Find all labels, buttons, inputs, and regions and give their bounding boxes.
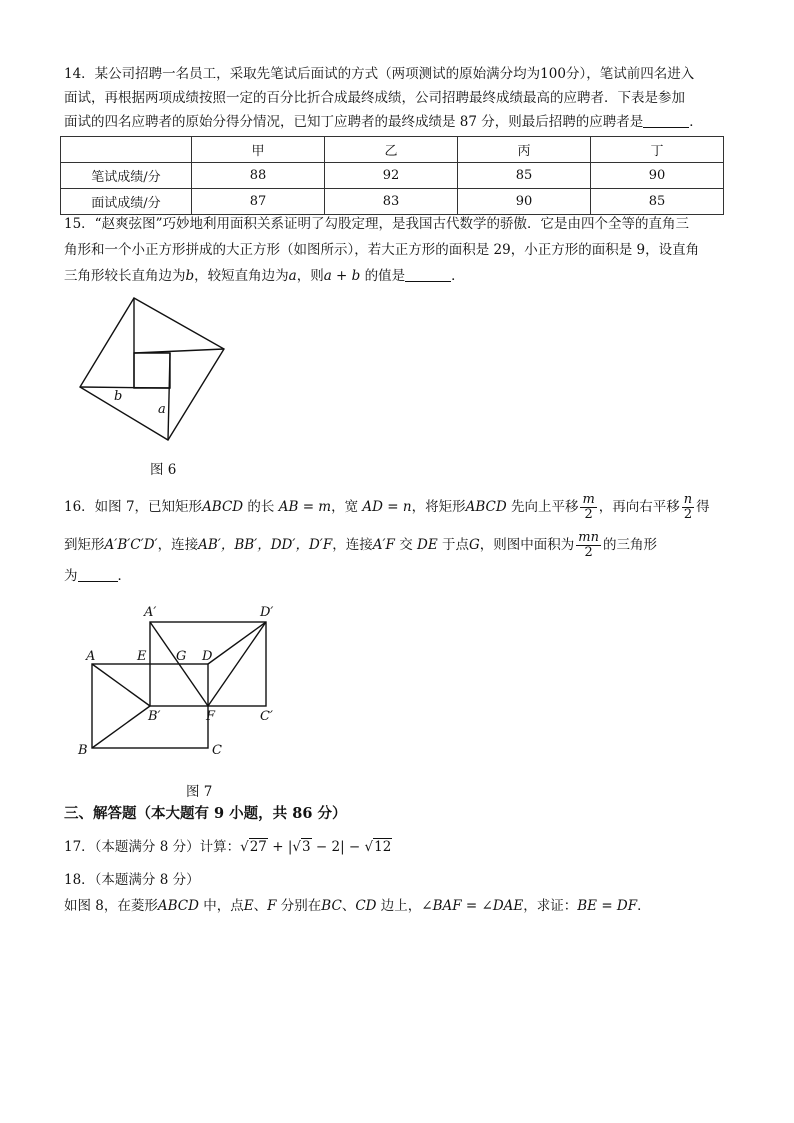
- q16-text: 得: [696, 499, 710, 515]
- expr-ab-m: AB = m: [278, 499, 332, 515]
- answer-blank: [78, 567, 118, 582]
- segment-bb-prime: [92, 706, 150, 748]
- q16-text: ，连接: [157, 537, 199, 553]
- q15-text: ，较短直角边为: [194, 268, 289, 284]
- table-header-cell: 丁: [591, 137, 724, 163]
- triangle-edge: [168, 353, 170, 440]
- q16-text: ，连接: [332, 537, 373, 553]
- q16-text: ，再向右平移: [598, 499, 680, 515]
- expr-a-plus-b: a + b: [323, 268, 361, 284]
- table-cell: 87: [192, 189, 325, 215]
- table-row: [61, 189, 724, 215]
- segment-de: DE: [417, 537, 438, 553]
- side-bc: BC: [321, 898, 342, 914]
- q16-text: 交: [394, 537, 417, 553]
- q18-text: 边上，: [376, 898, 422, 914]
- var-a: a: [288, 268, 297, 284]
- expr-ad-n: AD = n: [362, 499, 412, 515]
- var-b: b: [185, 268, 195, 284]
- abs-close: |: [340, 839, 345, 855]
- q16-text: 为: [64, 568, 78, 584]
- sqrt-sign: √: [364, 839, 374, 855]
- label-f: F: [206, 709, 216, 724]
- zhao-shuang-diagram: [74, 296, 244, 444]
- q16-text: 16．如图 7，已知矩形: [64, 499, 203, 515]
- inner-square: [134, 353, 170, 388]
- outer-square: [80, 298, 224, 440]
- frac-num: n: [683, 492, 693, 507]
- q18-period: ．: [637, 898, 651, 914]
- q18-line-2: [64, 896, 734, 916]
- q17-line: [64, 836, 734, 858]
- label-c-prime: C′: [260, 709, 273, 724]
- sqrt-sign: √: [292, 839, 301, 855]
- rect-abcd: ABCD: [202, 499, 244, 515]
- q16-text: 先向上平移: [506, 499, 579, 515]
- figure-6-caption: 图 6: [150, 462, 177, 478]
- q16-line-3: [64, 566, 734, 586]
- table-cell: 92: [325, 163, 458, 189]
- segment-list: AB′，BB′，DD′，D′F: [198, 537, 333, 553]
- q15-line-2: 角形和一个小正方形拼成的大正方形（如图所示），若大正方形的面积是 29，小正方形的面积是 9，设直角: [64, 242, 700, 258]
- fraction-n-over-2: [682, 493, 694, 522]
- q14-period: ．: [689, 114, 703, 130]
- section-3-heading: 三、解答题（本大题有 9 小题，共 86 分）: [64, 805, 347, 822]
- table-cell: 85: [591, 189, 724, 215]
- triangle-edge: [80, 387, 170, 388]
- q14-line-3: [64, 112, 734, 132]
- score-table: [60, 136, 724, 215]
- q16-text: 到矩形: [64, 537, 105, 553]
- label-d-prime: D′: [260, 605, 274, 620]
- answer-blank: [643, 113, 689, 128]
- label-d: D: [202, 649, 213, 664]
- q15-line-1: 15．“赵爽弦图”巧妙地利用面积关系证明了勾股定理，是我国古代数学的骄傲．它是由四个全等的直角三: [64, 216, 689, 232]
- table-cell: 85: [458, 163, 591, 189]
- q17-text: 17．（本题满分 8 分）计算：: [64, 839, 241, 855]
- q14-line-3-text: 面试的四名应聘者的原始分得分情况，已知丁应聘者的最终成绩是 87 分，则最后招聘的应聘者是: [64, 114, 644, 130]
- table-header-row: [61, 137, 724, 163]
- label-e: E: [137, 649, 147, 664]
- label-b-prime: B′: [148, 709, 161, 724]
- table-header-cell: 丙: [458, 137, 591, 163]
- row-label: 笔试成绩/分: [61, 163, 192, 189]
- label-a-prime: A′: [144, 605, 157, 620]
- table-cell: 83: [325, 189, 458, 215]
- point-f: F: [267, 898, 277, 914]
- table-cell: 90: [591, 163, 724, 189]
- point-e: E: [243, 898, 254, 914]
- q16-text: ，则图中面积为: [479, 537, 575, 553]
- q18-text: 、: [253, 898, 268, 914]
- label-a: a: [158, 402, 166, 417]
- answer-blank: [405, 267, 451, 282]
- frac-num: m: [582, 492, 595, 507]
- table-row: [61, 163, 724, 189]
- segment-a-prime-f: A′F: [372, 537, 395, 553]
- q16-text: 于点: [437, 537, 469, 553]
- row-label: 面试成绩/分: [61, 189, 192, 215]
- label-g: G: [176, 649, 187, 664]
- operator-plus: +: [267, 839, 288, 855]
- point-g: G: [468, 537, 480, 553]
- label-b: B: [78, 743, 88, 758]
- q16-text: ，宽: [331, 499, 363, 515]
- radicand-3: 3: [301, 839, 311, 855]
- table-header-cell: 甲: [192, 137, 325, 163]
- label-a: A: [86, 649, 96, 664]
- radicand-12: 12: [374, 839, 392, 855]
- radicand-27: 27: [249, 839, 267, 855]
- rhombus-abcd: ABCD: [157, 898, 199, 914]
- q18-text: 中，点: [198, 898, 244, 914]
- frac-den: 2: [683, 507, 693, 522]
- fraction-m-over-2: [580, 493, 596, 522]
- q16-period: ．: [117, 568, 131, 584]
- q18-text: ，求证：: [523, 898, 578, 914]
- q14-line-2: 面试，再根据两项成绩按照一定的百分比折合成最终成绩，公司招聘最终成绩最高的应聘者．下表是参加: [64, 90, 685, 106]
- q15-text: ，则: [296, 268, 324, 284]
- goal-be-equals-df: BE = DF: [577, 898, 638, 914]
- label-b: b: [114, 389, 123, 404]
- rect-prime: A′B′C′D′: [104, 537, 158, 553]
- table-header-cell: [61, 137, 192, 163]
- q16-line-2: [64, 530, 734, 560]
- q16-text: 的三角形: [602, 537, 657, 553]
- figure-7-diagram: [74, 600, 294, 762]
- table-cell: 88: [192, 163, 325, 189]
- q16-text: ，将矩形: [411, 499, 466, 515]
- q14-line-1: 14．某公司招聘一名员工，采取先笔试后面试的方式（两项测试的原始满分均为100分），笔试前四名进入: [64, 66, 695, 82]
- side-cd: CD: [355, 898, 377, 914]
- segment-ab-prime: [92, 664, 150, 706]
- q15-text: 的值是: [360, 268, 406, 284]
- q15-line-3: [64, 266, 734, 286]
- q18-text: 、: [341, 898, 356, 914]
- segment-d-prime-f: [208, 622, 266, 706]
- frac-num: mn: [578, 530, 599, 545]
- table-cell: 90: [458, 189, 591, 215]
- label-c: C: [212, 743, 222, 758]
- q18-text: 如图 8，在菱形: [64, 898, 158, 914]
- segment-dd-prime: [208, 622, 266, 664]
- q16-text: 的长: [243, 499, 279, 515]
- table-header-cell: 乙: [325, 137, 458, 163]
- sqrt-sign: √: [240, 839, 249, 855]
- rect-abcd: ABCD: [465, 499, 507, 515]
- abs-open: |: [287, 839, 293, 855]
- figure-7-caption: 图 7: [186, 784, 213, 800]
- q15-period: ．: [451, 268, 465, 284]
- q16-line-1: [64, 492, 734, 522]
- frac-den: 2: [584, 507, 593, 522]
- q18-line-1: 18．（本题满分 8 分）: [64, 872, 200, 888]
- q18-text: 分别在: [276, 898, 322, 914]
- frac-den: 2: [584, 545, 593, 560]
- minus-two: − 2: [311, 839, 341, 855]
- q15-text: 三角形较长直角边为: [64, 268, 186, 284]
- fraction-mn-over-2: [576, 531, 601, 560]
- angle-equality: ∠BAF = ∠DAE: [421, 898, 524, 914]
- operator-minus: −: [344, 839, 365, 855]
- triangle-edge: [134, 349, 224, 353]
